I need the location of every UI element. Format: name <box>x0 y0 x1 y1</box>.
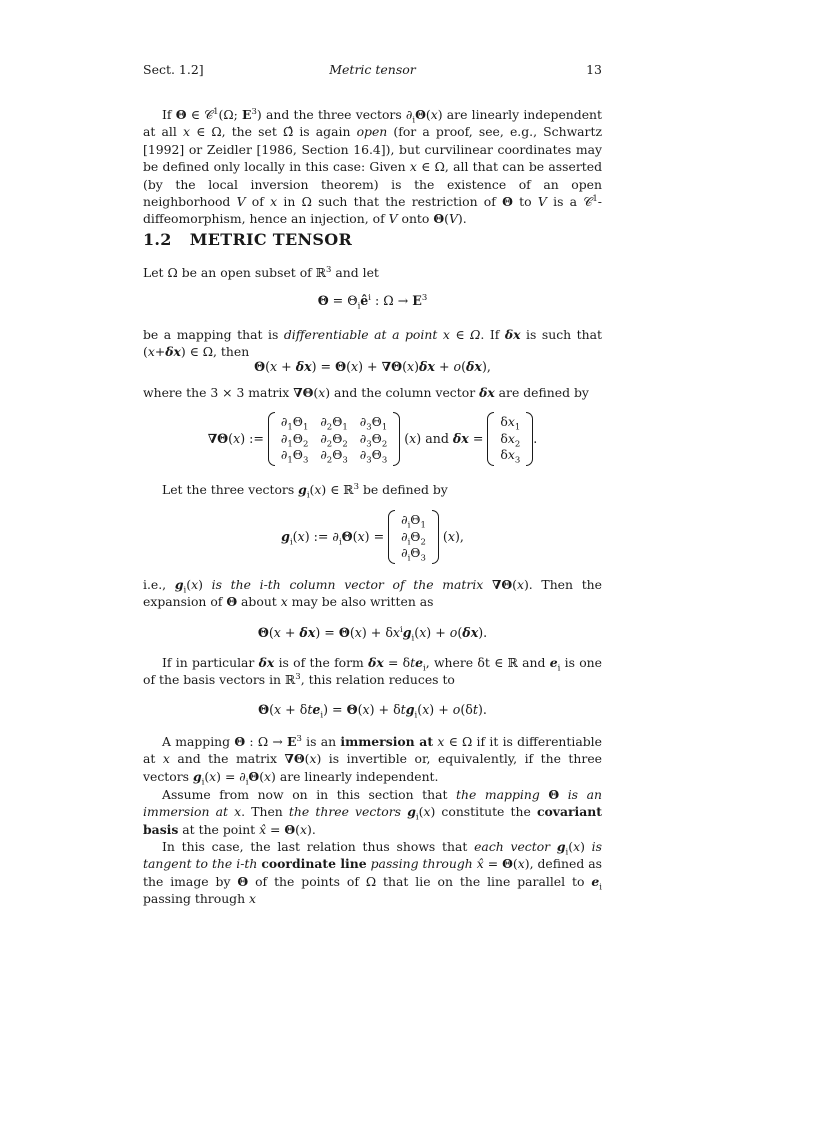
section-heading <box>143 230 352 249</box>
paragraph-column-vector: i.e., $g_i(x)$ is the i-th column vector of the matrix ∇Θ(x). Then the expansion of Θ about x may be also written as <box>143 577 602 610</box>
g-column-vector: $\partial_i\Theta_1$ $\partial_i\Theta_2$ $\partial_i\Theta_3$ <box>388 512 439 562</box>
delta-x-vector: $\delta x_1$ $\delta x_2$ $\delta x_3$ <box>487 414 533 464</box>
equation-gradient-matrix: ∇Θ(x) := $\partial_1\Theta_1$ $\partial_2\Theta_1$ $\partial_3\Theta_1$ $\partial_1\Theta_2$ $\partial_2\Theta_2$ $\partial_3\Theta_2$ $\partial_1\Theta_3$ $\partial_2\Theta_3$ $\partial_3\Theta_3$ (x) and δx = $\delta x_1$ $\delta x_2$ $\delta x_3$ . <box>207 414 538 466</box>
running-header <box>143 62 602 80</box>
header-section: Sect. 1.2] <box>143 62 204 77</box>
section-number: 1.2 <box>143 230 172 249</box>
equation-taylor-expansion: Θ(x + δx) = Θ(x) + ∇Θ(x)δx + o(δx), <box>254 359 491 374</box>
equation-g-vector: $g_i(x)$ := $\partial_i\Theta(x)$ = $\partial_i\Theta_1$ $\partial_i\Theta_2$ $\partial_i\Theta_3$ (x), <box>281 512 464 564</box>
gradient-matrix: $\partial_1\Theta_1$ $\partial_2\Theta_1$ $\partial_3\Theta_1$ $\partial_1\Theta_2$ $\partial_2\Theta_2$ $\partial_3\Theta_2$ $\partial_1\Theta_3$ $\partial_2\Theta_3$ $\partial_3\Theta_3$ <box>268 414 400 464</box>
header-page-number: 13 <box>586 62 602 77</box>
paragraph-differentiable: be a mapping that is differentiable at a point x ∈ Ω. If δx is such that (x+δx) ∈ Ω, then <box>143 327 602 360</box>
equation-reduced: Θ(x + δte$_i$) = Θ(x) + δtg$_i$(x) + o(δt). <box>258 702 487 721</box>
paragraph-matrix-defined: where the 3 × 3 matrix ∇Θ(x) and the column vector δx are defined by <box>143 385 589 400</box>
paragraph-immersion-definition: A mapping Θ : $\Omega \to E^3$ is an immersion at x ∈ Ω if it is differentiable at x and the matrix ∇Θ(x) is invertible or, equivalently, if the three vectors $g_i(x) = \partial_i\Theta(x)$ are linearly independent. <box>143 733 602 788</box>
paragraph-three-vectors: Let the three vectors $g_i(x)$ ∈ ℝ$^3$ be defined by <box>162 481 448 501</box>
paragraph-let-omega: Let Ω be an open subset of ℝ$^3$ and let <box>143 264 379 280</box>
paragraph-immersion-open-set: If Θ ∈ 𝒞$^1$(Ω; $E^3$) and the three vectors $\partial_i\Theta(x)$ are linearly independent at all x ∈ Ω, the set Ω̂ is again open (for a proof, see, e.g., Schwartz [1992] or Zeidler [1986, Section 16.4]), but curvilinear coordinates may be defined only locally in this case: Given x ∈ Ω, all that can be asserted (by the local inversion theorem) is the existence of an open neighborhood V of x in Ω such that the restriction of Θ to V is a 𝒞$^1$-diffeomorphism, hence an injection, of V onto Θ(V). <box>143 106 603 227</box>
paragraph-particular-case: If in particular δx is of the form δx = δte$_i$, where δt ∈ ℝ and $e_i$ is one of the basis vectors in ℝ$^3$, this relation reduces to <box>143 655 602 688</box>
header-title: Metric tensor <box>329 62 416 77</box>
equation-theta-definition: $\Theta = \Theta_iê^i$ : $\Omega \to E^3$ <box>317 292 428 312</box>
paragraph-coordinate-line: In this case, the last relation thus shows that each vector $g_i(x)$ is tangent to the i-th coordinate line passing through x̂ = Θ(x), defined as the image by Θ of the points of Ω that lie on the line parallel to $e_i$ passing through x <box>143 839 602 907</box>
paragraph-covariant-basis: Assume from now on in this section that the mapping Θ is an immersion at x. Then the three vectors $g_i(x)$ constitute the covariant basis at the point x̂ = Θ(x). <box>143 787 603 837</box>
section-title: METRIC TENSOR <box>189 230 353 249</box>
equation-expansion-g: $\Theta(x + \delta x) = \Theta(x) + \delta x^ig_i(x) + o(\delta x)$. <box>257 624 488 644</box>
